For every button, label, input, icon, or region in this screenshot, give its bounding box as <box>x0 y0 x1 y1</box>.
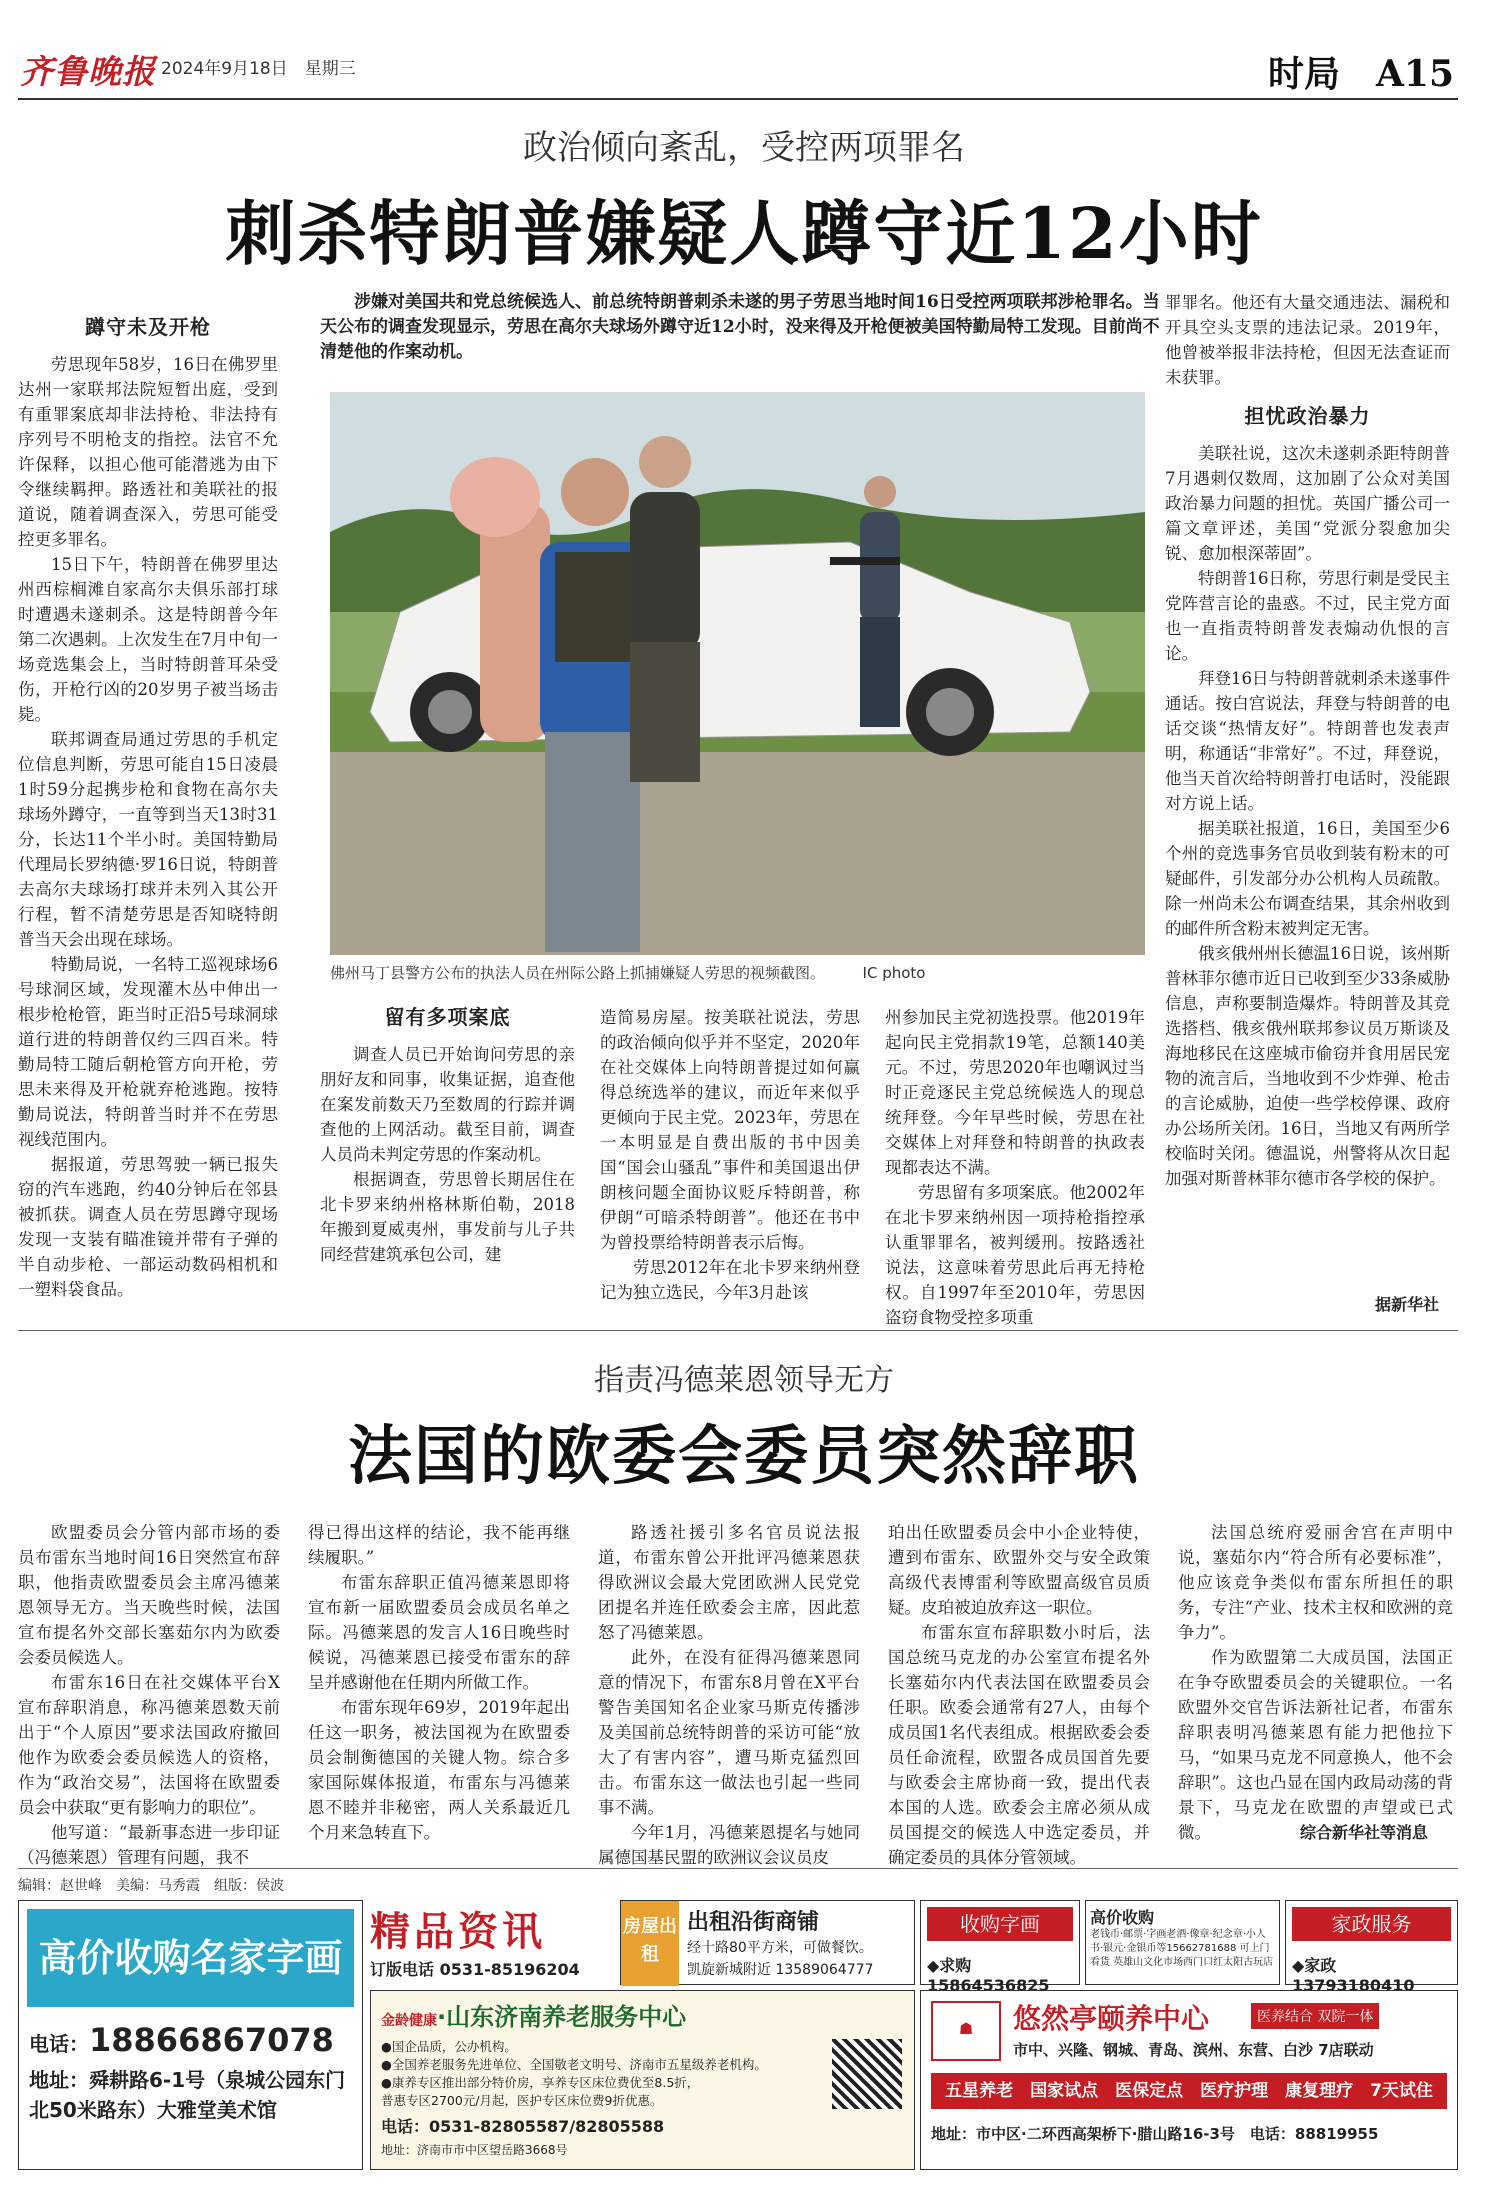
ad-housekeeping: 家政服务 ◆家政13793180410 <box>1285 1900 1458 1985</box>
divider <box>18 1330 1458 1331</box>
story2-col3: 路透社援引多名官员说法报道，布雷东曾公开批评冯德莱恩获得欧洲议会最大党团欧洲人民党党团提名并连任欧委会主席，因此惹怒了冯德莱恩。 此外，在没有征得冯德莱恩同意的情况下，布雷东8月曾在X平台警告美国知名企业家马斯克传播涉及美国前总统特朗普的采访可能“放大了有害内容”，遭马斯克猛烈回击。布雷东这一做法也引起一些同事不满。 今年1月，冯德莱恩提名与她同属德国基民盟的欧洲议会议员皮 <box>598 1523 860 1867</box>
issue-date: 2024年9月18日 星期三 <box>161 59 356 79</box>
qr-code-icon <box>832 2039 902 2109</box>
ad-calligraphy: 高价收购名家字画 电话：18866867078 地址：舜耕路6-1号（泉城公园东门北50米路东）大雅堂美术馆 <box>18 1900 363 2170</box>
story1-col4: 州参加民主党初选投票。他2019年起向民主党捐款19笔，总额140美元。不过，劳思2020年也嘲讽过当时正竞逐民主党总统候选人的现总统拜登。今年早些时候，劳思在社交媒体上对拜登和特朗普的执政表现都表达不满。 劳思留有多项案底。他2002年在北卡罗来纳州因一项持枪指控承认重罪罪名，被判缓刑。按路透社说法，这意味着劳思此后再无持枪权。自1997年至2010年，劳思因盗窃食物受控多项重 <box>885 1008 1145 1327</box>
ad-elderly-care-center: 金龄健康·山东济南养老服务中心 ●国企品质，公办机构。 ●全国养老服务先进单位、全国敬老文明号、济南市五星级养老机构。 ●康养专区推出部分特价房，享养专区床位费优至8.5折， 普惠专区2700元/月起，医护专区床位费9折优惠。 电话：0531-82805587/82805588 地址：济南市市中区望岳路3668号 <box>370 1990 915 2170</box>
story1-col5: 罪罪名。他还有大量交通违法、漏税和开具空头支票的违法记录。2019年，他曾被举报非法持枪，但因无法查证而未获罪。 担忧政治暴力 美联社说，这次未遂刺杀距特朗普7月遇刺仅数周，这加剧了公众对美国政治暴力问题的担忧。英国广播公司一篇文章评述，美国“党派分裂愈加尖锐、愈加根深蒂固”。 特朗普16日称，劳思行刺是受民主党阵营言论的蛊惑。不过，民主党方面也一直指责特朗普发表煽动仇恨的言论。 拜登16日与特朗普就刺杀未遂事件通话。按白宫说法，拜登与特朗普的电话交谈“热情友好”。特朗普也发表声明，称通话“非常好”。不过，拜登说，他当天首次给特朗普打电话时，没能跟对方说上话。 据美联社报道，16日，美国至少6个州的竞选事务官员收到装有粉末的可疑邮件，引发部分办公机构人员疏散。除一州尚未公布调查结果，其余州收到的邮件所含粉末被判定无害。 俄亥俄州州长德温16日说，该州斯普林菲尔德市近日已收到至少33条威胁信息，声称要制造爆炸。特朗普及其竞选搭档、俄亥俄州联邦参议员万斯谈及海地移民在这座城市偷窃并食用居民宠物的流言后，当地收到不少炸弹、枪击的言论威胁，迫使一些学校停课、政府办公场所关闭。16日，当地又有两所学校临时关闭。德温说，州警将从次日起加强对斯普林菲尔德市各学校的保护。 <box>1165 293 1450 1188</box>
story2-col5: 法国总统府爱丽舍宫在声明中说，塞茹尔内“符合所有必要标准”，他应该竞争类似布雷东所担任的职务，专注“产业、技术主权和欧洲的竞争力”。 作为欧盟第二大成员国，法国正在争夺欧盟委员会的关键职位。一名欧盟外交官告诉法新社记者，布雷东辞职表明冯德莱恩有能力把他拉下马，“如果马克龙不同意换人，他不会辞职”。这也凸显在国内政局动荡的背景下，马克龙在欧盟的声望或已式微。 <box>1178 1523 1453 1842</box>
story2-kicker: 指责冯德莱恩领导无方 <box>594 1363 894 1398</box>
logo-icon: ☗ <box>931 2001 1001 2061</box>
story2-col4: 珀出任欧盟委员会中小企业特使，遭到布雷东、欧盟外交与安全政策高级代表博雷利等欧盟高级官员质疑。皮珀被迫放弃这一职位。 布雷东宣布辞职数小时后，法国总统马克龙的办公室宣布提名外长塞茹尔内代表法国在欧盟委员会任职。欧委会通常有27人，由每个成员国1名代表组成。根据欧委会委员任命流程，欧盟各成员国首先要与欧委会主席协商一致，提出代表本国的人选。欧委会主席必须从成员国提交的候选人中选定委员，并确定委员的具体分管领域。 <box>888 1523 1150 1867</box>
photo-credit: IC photo <box>862 964 926 982</box>
story1-headline: 刺杀特朗普嫌疑人蹲守近12小时 <box>225 192 1263 275</box>
ad-shop-rent: 房屋出租 出租沿街商铺 经十路80平方米，可做餐饮。 凯旋新城附近 13589064777 <box>620 1900 915 1985</box>
ad-boutique-info: 精品资讯 订版电话 0531-85196204 <box>370 1909 580 1979</box>
masthead: 齐鲁晚报 <box>20 52 156 91</box>
story2-source: 综合新华社等消息 <box>1300 1823 1429 1842</box>
section-head: 留有多项案底 <box>384 1005 511 1029</box>
story1-kicker: 政治倾向紊乱，受控两项罪名 <box>523 128 965 168</box>
story1-col2: 留有多项案底 调查人员已开始询问劳思的亲朋好友和同事，收集证据，追查他在案发前数天乃至数周的行踪并调查他的上网活动。截至目前，调查人员尚未判定劳思的作案动机。 根据调查，劳思曾长期居住在北卡罗来纳州格林斯伯勒，2018年搬到夏威夷州，事发前与儿子共同经营建筑承包公司，建 <box>320 1005 575 1264</box>
ad-collectibles: 高价收购 老钱币·邮票·字画老酒·像章·纪念章·小人书·银元·金银币等15662781688 可上门看货 英雄山文化市场西门口红太阳古玩店 <box>1085 1900 1280 1985</box>
section-head: 蹲守未及开枪 <box>85 315 211 339</box>
page-header <box>18 40 1458 100</box>
section-head: 担忧政治暴力 <box>1244 404 1371 428</box>
ad-youranting-care: ☗ 悠然亭颐养中心 医养结合 双院一体 市中、兴隆、钢城、青岛、滨州、东营、白沙 7店联动 五星养老 国家试点 医保定点 医疗护理 康复理疗 7天试住 地址：市中区·二环西高架桥下·腊山路16-3号 电话：88819955 <box>920 1990 1458 2170</box>
story2-col1: 欧盟委员会分管内部市场的委员布雷东当地时间16日突然宣布辞职，他指责欧盟委员会主席冯德莱恩领导无方。当天晚些时候，法国宣布提名外交部长塞茹尔内为欧委会委员候选人。 布雷东16日在社交媒体平台X宣布辞职消息，称冯德莱恩数天前出于“个人原因”要求法国政府撤回他作为欧委会委员候选人的资格，作为“政治交易”，法国将在欧盟委员会中获取“更有影响力的职位”。 他写道：“最新事态进一步印证（冯德莱恩）管理有问题，我不 <box>18 1523 280 1867</box>
story2-headline: 法国的欧委会委员突然辞职 <box>348 1419 1140 1494</box>
story1-source: 据新华社 <box>1375 1295 1440 1314</box>
credits: 编辑：赵世峰 美编：马秀霞 组版：侯波 <box>18 1878 284 1894</box>
divider <box>18 1868 1458 1869</box>
story1-col3: 造简易房屋。按美联社说法，劳思的政治倾向似乎并不坚定，2020年在社交媒体上向特朗普提过如何赢得总统选举的建议，而近年来似乎更倾向于民主党。2023年，劳思在一本明显是自费出版的书中因美国“国会山骚乱”事件和美国退出伊朗核问题全面协议贬斥特朗普，称伊朗“可暗杀特朗普”。他还在书中为曾投票给特朗普表示后悔。 劳思2012年在北卡罗来纳州登记为独立选民，今年3月赴该 <box>600 1008 860 1302</box>
photo-caption: 佛州马丁县警方公布的执法人员在州际公路上抓捕嫌疑人劳思的视频截图。 IC photo <box>330 964 926 982</box>
story1-lead: 涉嫌对美国共和党总统候选人、前总统特朗普刺杀未遂的男子劳思当地时间16日受控两项联邦涉枪罪名。当天公布的调查发现显示，劳思在高尔夫球场外蹲守近12小时，没来得及开枪便被美国特勤局特工发现。目前尚不清楚他的作案动机。 <box>320 292 1160 362</box>
arrest-photo <box>330 392 1145 955</box>
story2-col2: 得已得出这样的结论，我不能再继续履职。” 布雷东辞职正值冯德莱恩即将宣布新一届欧盟委员会成员名单之际。冯德莱恩的发言人16日晚些时候说，冯德莱恩已接受布雷东的辞呈并感谢他在任期内所做工作。 布雷东现年69岁，2019年起出任这一职务，被法国视为在欧盟委员会制衡德国的关键人物。综合多家国际媒体报道，布雷东与冯德莱恩不睦并非秘密，两人关系最近几个月来急转直下。 <box>308 1523 570 1842</box>
ad-buy-art: 收购字画 ◆求购15864536825 <box>920 1900 1080 1985</box>
story1-col1: 蹲守未及开枪 劳思现年58岁，16日在佛罗里达州一家联邦法院短暂出庭，受到有重罪案底却非法持枪、非法持有序列号不明枪支的指控。法官不允许保释，以担心他可能潜逃为由下令继续羁押。路透社和美联社的报道说，随着调查深入，劳思可能受控更多罪名。 15日下午，特朗普在佛罗里达州西棕榈滩自家高尔夫俱乐部打球时遭遇未遂刺杀。这是特朗普今年第二次遇刺。上次发生在7月中旬一场竞选集会上，当时特朗普耳朵受伤，开枪行凶的20岁男子被当场击毙。 联邦调查局通过劳思的手机定位信息判断，劳思可能自15日凌晨1时59分起携步枪和食物在高尔夫球场外蹲守，一直等到当天13时31分，长达11个半小时。美国特勤局代理局长罗纳德·罗16日说，特朗普去高尔夫球场打球并未列入其公开行程，暂不清楚劳思是否知晓特朗普当天会出现在球场。 特勤局说，一名特工巡视球场6号球洞区域，发现灌木丛中伸出一根步枪枪管，距当时正沿5号球洞球道行进的特朗普仅约三四百米。特勤局特工随后朝枪管方向开枪，劳思未来得及开枪就弃枪逃跑。按特勤局说法，特朗普当时并不在劳思视线范围内。 据报道，劳思驾驶一辆已报失窃的汽车逃跑，约40分钟后在邻县被抓获。调查人员在劳思蹲守现场发现一支装有瞄准镜并带有子弹的半自动步枪、一部运动数码相机和一塑料袋食品。 <box>18 315 278 1299</box>
section-label: 时局 A15 <box>1267 53 1454 95</box>
